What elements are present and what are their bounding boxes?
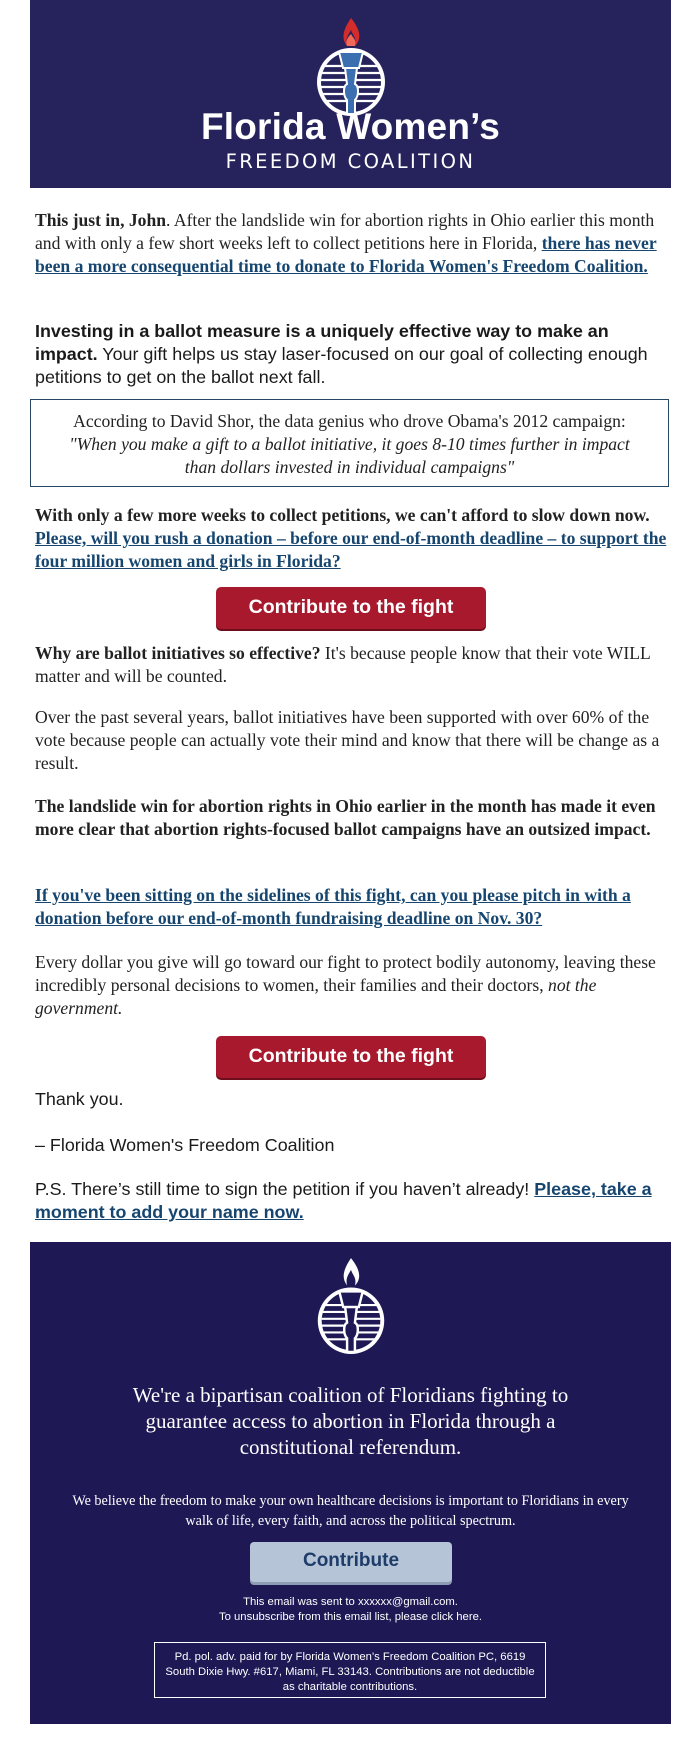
footer [30,1242,671,1724]
why-lead: Why are ballot initiatives so effective? [35,643,321,663]
signature: – Florida Women's Freedom Coalition [35,1135,335,1155]
intro-paragraph [35,209,675,278]
every-dollar-paragraph [35,951,675,1020]
header-banner [30,0,671,188]
unsubscribe-link[interactable]: To unsubscribe from this email list, please click here. [218,1611,483,1623]
every-dollar-text: Every dollar you give will go toward our fight to protect bodily autonomy, leaving these incredibly personal decisions to women, their families and their doctors, [35,952,656,995]
invest-lead: Investing in a ballot measure is a uniquely effective way to make an impact. [35,321,609,364]
quote-text: "When you make a gift to a ballot initiative, it goes 8-10 times further in impact than dollars invested in individual campaigns" [69,434,630,477]
quote-box [30,399,669,487]
thank-you: Thank you. [35,1089,124,1109]
intro-donate-link[interactable]: there has never been a more consequential time to donate to Florida Women's Freedom Coalition. [35,233,657,276]
ps-text: P.S. There’s still time to sign the petition if you haven’t already! [35,1179,535,1199]
footer-torch-logo-icon [308,1254,394,1364]
quote-attribution: According to David Shor, the data genius who drove Obama's 2012 campaign: [73,411,626,431]
intro-text: . After the landslide win for abortion rights in Ohio earlier this month and with only a few short weeks left to collect petitions here in Florida, [35,210,655,253]
sidelines-donate-link[interactable]: If you've been sitting on the sidelines of this fight, can you please pitch in with a donation before our end-of-month fundraising deadline on Nov. 30? [35,885,631,928]
brand-subtitle: FREEDOM COALITION [225,150,476,173]
ps-paragraph [35,1178,675,1224]
why-text: It's because people know that their vote WILL matter and will be counted. [35,643,651,686]
intro-greeting: This just in, John [35,210,167,230]
invest-paragraph [35,320,675,389]
contribute-button-2[interactable]: Contribute to the fight [216,1036,486,1078]
why-paragraph [35,642,675,688]
sign-petition-link[interactable]: Please, take a moment to add your name now. [35,1179,652,1222]
footer-belief: We believe the freedom to make your own healthcare decisions is important to Floridians in every walk of life, every faith, and across the political spectrum. [72,1493,629,1529]
footer-mission: We're a bipartisan coalition of Floridians fighting to guarantee access to abortion in Florida through a constitutional referendum. [132,1383,569,1459]
landslide-paragraph: The landslide win for abortion rights in Ohio earlier in the month has made it even more clear that abortion rights-focused ballot campaigns have an outsized impact. [35,796,656,839]
urgent-lead: With only a few more weeks to collect petitions, we can't afford to slow down now. [35,505,650,525]
disclaimer-text: Pd. pol. adv. paid for by Florida Women's Freedom Coalition PC, 6619 South Dixie Hwy. #617, Miami, FL 33143. Contributions are not deductible as charitable contributions. [165,1651,535,1693]
every-dollar-italic: not the government. [35,975,597,1018]
sidelines-paragraph [35,884,675,930]
sent-to-notice: This email was sent to xxxxxx@gmail.com. [243,1596,458,1608]
email-container [30,0,671,188]
footer-notices [30,1595,671,1625]
disclaimer-box [154,1642,546,1698]
urgent-donate-link[interactable]: Please, will you rush a donation – before our end-of-month deadline – to support the four million women and girls in Florida? [35,528,667,571]
contribute-button-1[interactable]: Contribute to the fight [216,587,486,629]
past-years-paragraph: Over the past several years, ballot initiatives have been supported with over 60% of the vote because people can actually vote their mind and know that there will be change as a result. [35,707,660,773]
invest-text: Your gift helps us stay laser-focused on our goal of collecting enough petitions to get on the ballot next fall. [35,344,648,387]
urgent-paragraph [35,504,675,573]
brand-name: Florida Women’s [200,106,501,147]
footer-contribute-button[interactable]: Contribute [250,1542,452,1582]
